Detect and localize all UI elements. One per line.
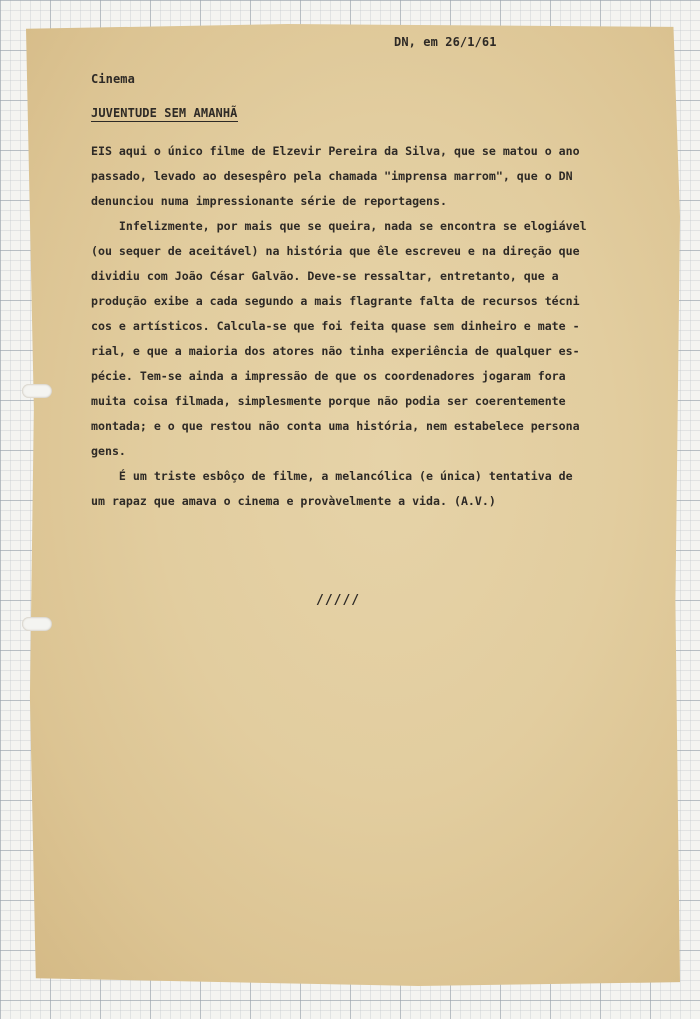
body-line-12: montada; e o que restou não conta uma história, nem estabelece persona (91, 419, 580, 433)
body-line-15: um rapaz que amava o cinema e provàvelmente a vida. (A.V.) (91, 494, 496, 508)
body-line-1: EIS aqui o único filme de Elzevir Pereira da Silva, que se matou o ano (91, 144, 580, 158)
body-line-14: É um triste esbôço de filme, a melancólica (e única) tentativa de (91, 469, 573, 483)
article-title: JUVENTUDE SEM AMANHÃ (91, 106, 238, 120)
punch-hole-bottom (22, 617, 52, 631)
body-line-10: pécie. Tem-se ainda a impressão de que os coordenadores jogaram fora (91, 369, 566, 383)
dateline: DN, em 26/1/61 (394, 35, 497, 49)
body-line-8: cos e artísticos. Calcula-se que foi feita quase sem dinheiro e mate - (91, 319, 580, 333)
section-label: Cinema (91, 72, 135, 86)
punch-hole-top (22, 384, 52, 398)
body-line-7: produção exibe a cada segundo a mais flagrante falta de recursos técni (91, 294, 580, 308)
body-line-6: dividiu com João César Galvão. Deve-se ressaltar, entretanto, que a (91, 269, 559, 283)
body-line-2: passado, levado ao desespêro pela chamada "imprensa marrom", que o DN (91, 169, 573, 183)
body-line-5: (ou sequer de aceitável) na história que êle escreveu e na direção que (91, 244, 580, 258)
body-line-4: Infelizmente, por mais que se queira, nada se encontra se elogiável (91, 219, 587, 233)
body-line-3: denunciou numa impressionante série de reportagens. (91, 194, 447, 208)
body-line-9: rial, e que a maioria dos atores não tinha experiência de qualquer es- (91, 344, 580, 358)
end-separator: ///// (316, 593, 361, 608)
body-line-11: muita coisa filmada, simplesmente porque não podia ser coerentemente (91, 394, 566, 408)
body-line-13: gens. (91, 444, 126, 458)
